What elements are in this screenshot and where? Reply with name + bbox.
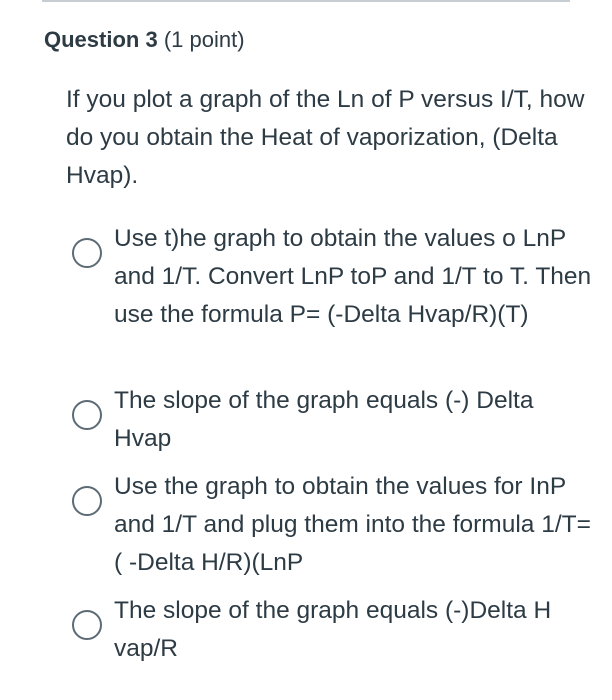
radio-button-icon[interactable] xyxy=(72,486,102,516)
question-divider xyxy=(42,0,570,2)
answer-label[interactable]: The slope of the graph equals (-)Delta H vap/R xyxy=(114,597,552,662)
question-points: (1 point) xyxy=(163,27,245,52)
question-text: If you plot a graph of the Ln of P versus I/T, how do you obtain the Heat of vaporization, (Delta Hvap). xyxy=(66,86,585,189)
question-title: Question 3 xyxy=(44,27,158,52)
answer-label[interactable]: Use the graph to obtain the values for InP and 1/T and plug them into the formula 1/T=( -Delta H/R)(LnP xyxy=(114,473,591,576)
answer-label[interactable]: The slope of the graph equals (-) Delta Hvap xyxy=(114,387,534,452)
radio-button-icon[interactable] xyxy=(72,400,102,430)
answer-label[interactable]: Use t)he graph to obtain the values o LnP and 1/T. Convert LnP toP and 1/T to T. Then use the formula P= (-Delta Hvap/R)(T) xyxy=(114,225,592,328)
question-header xyxy=(44,26,245,54)
radio-button-icon[interactable] xyxy=(72,238,102,268)
radio-button-icon[interactable] xyxy=(72,610,102,640)
